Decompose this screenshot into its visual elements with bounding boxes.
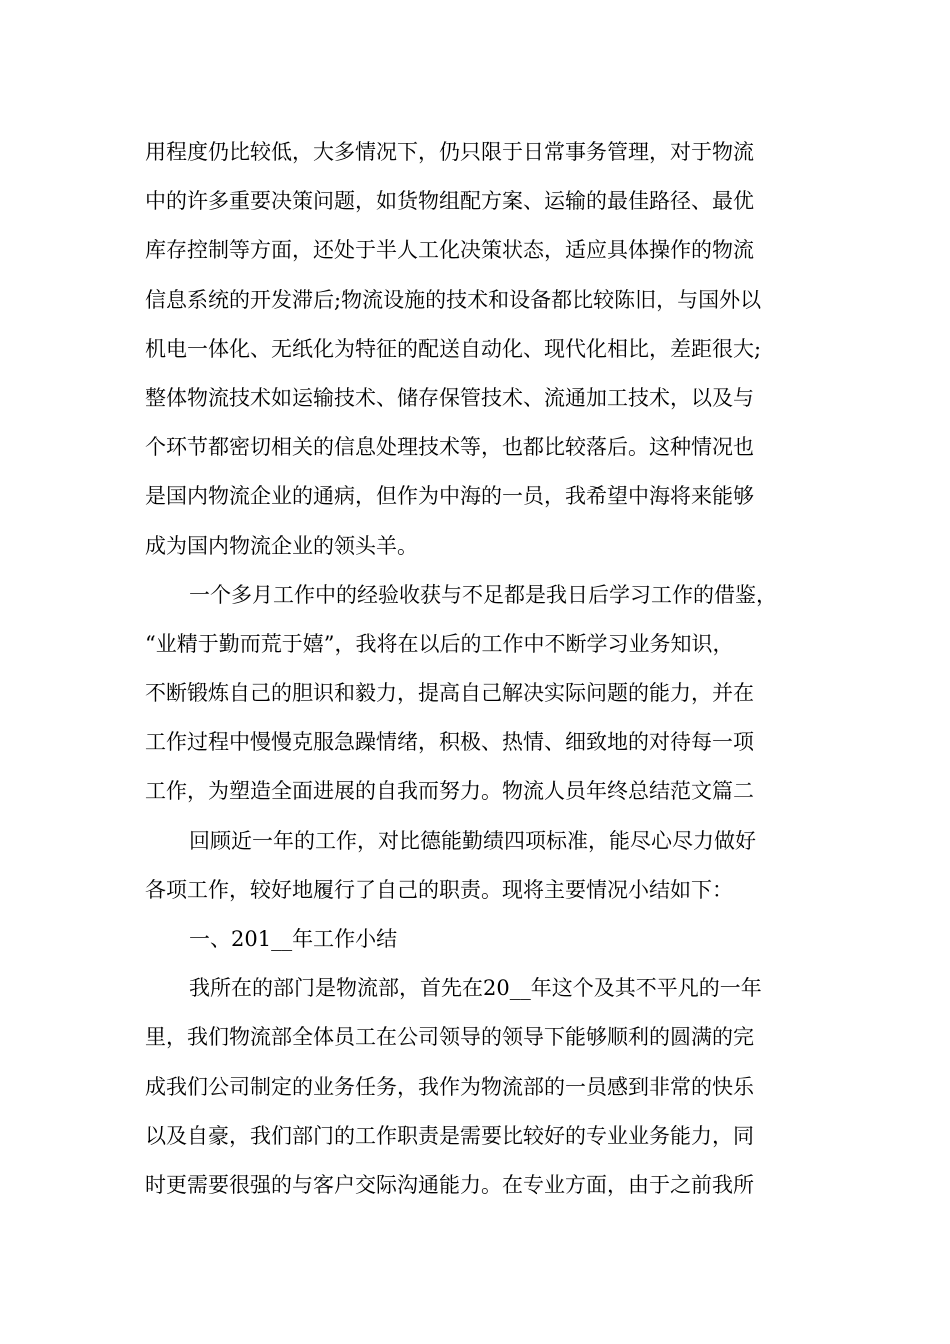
text-line: 成为国内物流企业的领头羊。 [145,533,418,558]
text-line: 整体物流技术如运输技术、储存保管技术、流通加工技术，以及与 [145,385,754,410]
text-line: 一、201__年工作小结 [189,927,398,951]
text-line: 个环节都密切相关的信息处理技术等，也都比较落后。这种情况也 [145,435,754,460]
paragraph [145,128,810,571]
document-body [145,128,810,1210]
text-line: 里，我们物流部全体员工在公司领导的领导下能够顺利的圆满的完 [145,1025,754,1050]
text-line: 中的许多重要决策问题，如货物组配方案、运输的最佳路径、最优 [145,189,754,214]
text-line: 以及自豪，我们部门的工作职责是需要比较好的专业业务能力，同 [145,1123,754,1148]
text-line: “业精于勤而荒于嬉”，我将在以后的工作中不断学习业务知识， [145,631,734,656]
section-heading [145,915,810,964]
text-line: 库存控制等方面，还处于半人工化决策状态，适应具体操作的物流 [145,238,754,263]
text-line: 信息系统的开发滞后;物流设施的技术和设备都比较陈旧，与国外以 [145,287,762,312]
text-line: 工作，为塑造全面进展的自我而努力。物流人员年终总结范文篇二 [145,779,754,804]
paragraph [145,817,810,915]
text-line: 我所在的部门是物流部，首先在20__年这个及其不平凡的一年 [189,976,762,1001]
text-line: 机电一体化、无纸化为特征的配送自动化、现代化相比，差距很大; [145,336,762,361]
text-line: 不断锻炼自己的胆识和毅力，提高自己解决实际问题的能力，并在 [145,681,754,706]
text-line: 时更需要很强的与客户交际沟通能力。在专业方面，由于之前我所 [145,1172,754,1197]
text-line: 成我们公司制定的业务任务，我作为物流部的一员感到非常的快乐 [145,1074,754,1099]
text-line: 各项工作，较好地履行了自己的职责。现将主要情况小结如下： [145,877,733,902]
paragraph [145,964,810,1210]
text-line: 是国内物流企业的通病，但作为中海的一员，我希望中海将来能够 [145,484,754,509]
text-line: 回顾近一年的工作，对比德能勤绩四项标准，能尽心尽力做好 [189,828,756,853]
paragraph [145,571,810,817]
text-line: 用程度仍比较低，大多情况下，仍只限于日常事务管理，对于物流 [145,140,754,164]
text-line: 一个多月工作中的经验收获与不足都是我日后学习工作的借鉴， [189,582,777,607]
text-line: 工作过程中慢慢克服急躁情绪，积极、热情、细致地的对待每一项 [145,730,754,755]
